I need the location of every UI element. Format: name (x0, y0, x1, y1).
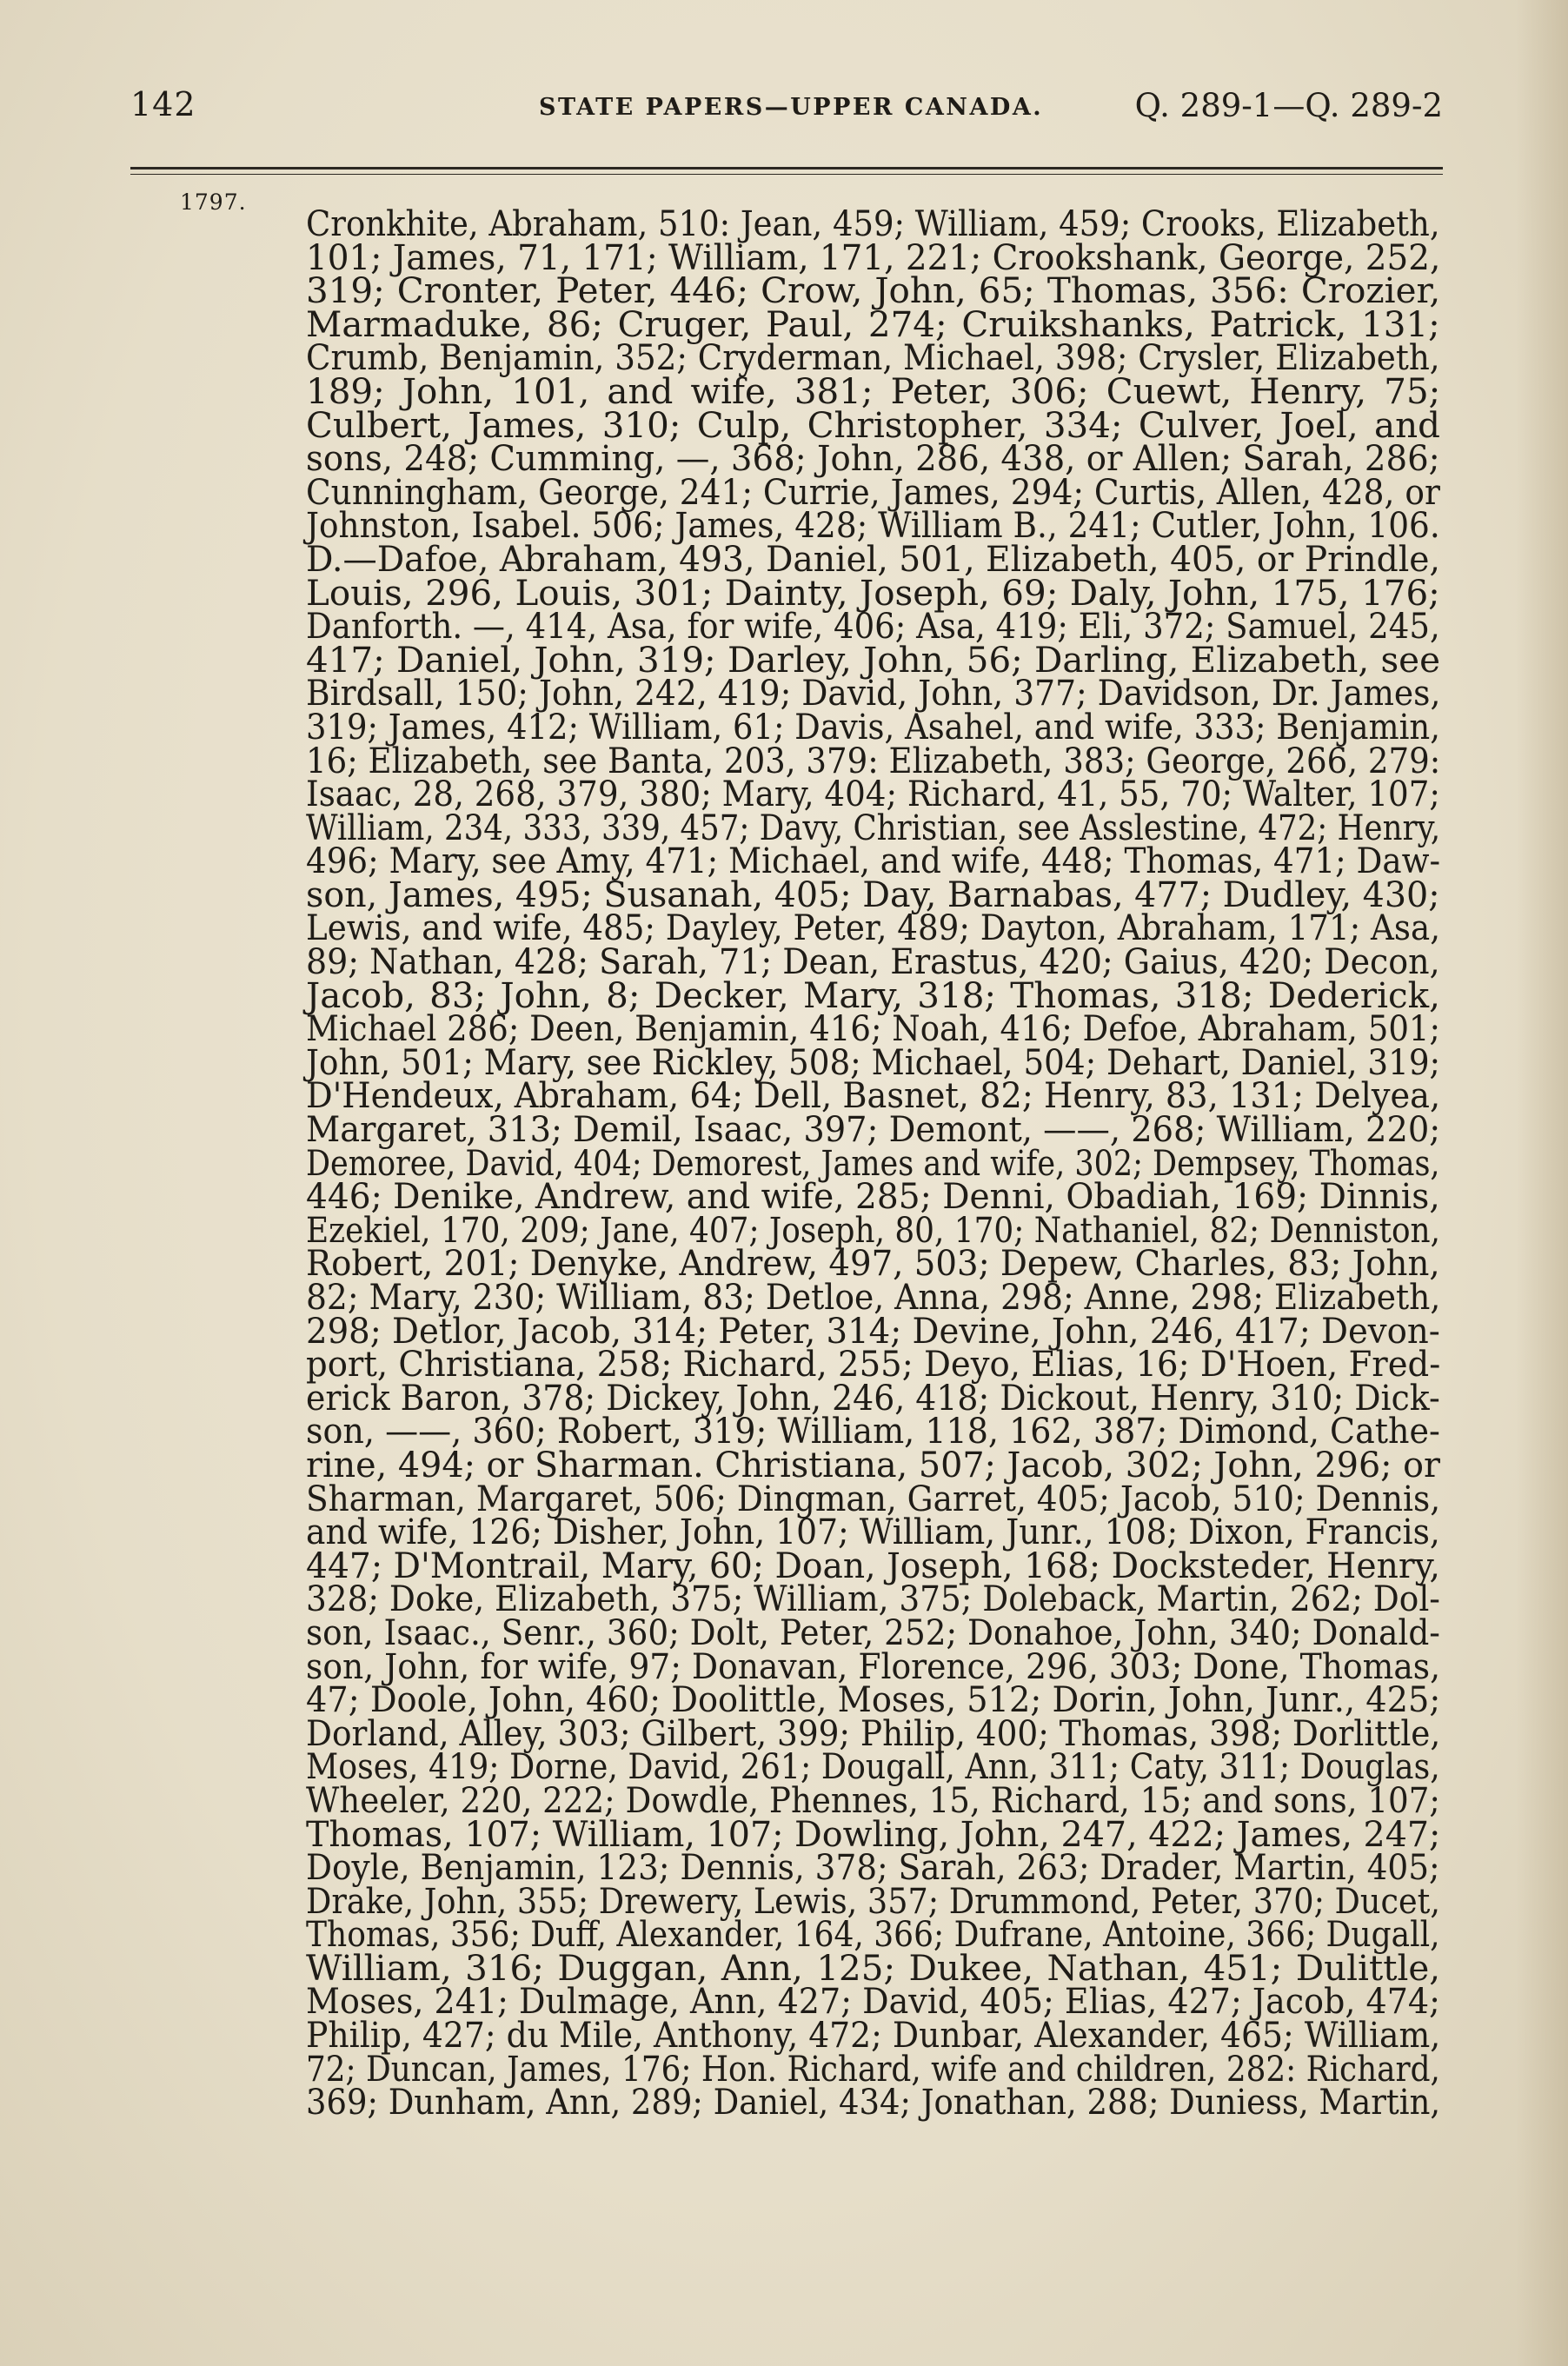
index-line: Cronkhite, Abraham, 510: Jean, 459; William, 459; Crooks, Elizabeth, (306, 203, 1440, 244)
index-line: 101; James, 71, 171; William, 171, 221; Crookshank, George, 252, (306, 236, 1441, 278)
page-edge-shadow (1516, 0, 1568, 2366)
index-line: Lewis, and wife, 485; Dayley, Peter, 489; Dayton, Abraham, 171; Asa, (306, 907, 1441, 949)
index-line: Moses, 419; Dorne, David, 261; Dougall, Ann, 311; Caty, 311; Douglas, (306, 1745, 1440, 1788)
index-line: Margaret, 313; Demil, Isaac, 397; Demont, ——, 268; William, 220; (306, 1108, 1441, 1151)
index-line: Marmaduke, 86; Cruger, Paul, 274; Cruikshanks, Patrick, 131; (306, 302, 1440, 345)
index-line: son, James, 495; Susanah, 405; Day, Barnabas, 477; Dudley, 430; (306, 873, 1440, 915)
index-line: son, Isaac., Senr., 360; Dolt, Peter, 252; Donahoe, John, 340; Donald- (306, 1611, 1440, 1653)
index-line: 16; Elizabeth, see Banta, 203, 379: Elizabeth, 383; George, 266, 279: (306, 739, 1441, 781)
index-line: Louis, 296, Louis, 301; Dainty, Joseph, 69; Daly, John, 175, 176; (306, 571, 1440, 614)
header-rule-thick (130, 167, 1443, 169)
index-line: port, Christiana, 258; Richard, 255; Deyo, Elias, 16; D'Hoen, Fred- (306, 1343, 1441, 1386)
index-line: 72; Duncan, James, 176; Hon. Richard, wife and children, 282: Richard, (306, 2047, 1440, 2090)
index-line: Cunningham, George, 241; Currie, James, 294; Curtis, Allen, 428, or (306, 470, 1440, 513)
index-line: Demoree, David, 404; Demorest, James and wife, 302; Dempsey, Thomas, (306, 1141, 1440, 1184)
index-line: 328; Doke, Elizabeth, 375; William, 375; Doleback, Martin, 262; Dol- (306, 1578, 1440, 1620)
index-line: son, John, for wife, 97; Donavan, Florence, 296, 303; Done, Thomas, (306, 1645, 1441, 1687)
index-line: John, 501; Mary, see Rickley, 508; Michael, 504; Dehart, Daniel, 319; (306, 1040, 1441, 1083)
index-line: 319; Cronter, Peter, 446; Crow, John, 65; Thomas, 356: Crozier, (306, 269, 1441, 312)
index-line: 417; Daniel, John, 319; Darley, John, 56; Darling, Elizabeth, see (306, 638, 1440, 681)
index-line: Doyle, Benjamin, 123; Dennis, 378; Sarah, 263; Drader, Martin, 405; (306, 1846, 1440, 1889)
index-line: Isaac, 28, 268, 379, 380; Mary, 404; Richard, 41, 55, 70; Walter, 107; (306, 773, 1440, 815)
page-header (130, 85, 1443, 137)
index-line: Thomas, 356; Duff, Alexander, 164, 366; Dufrane, Antoine, 366; Dugall, (306, 1913, 1440, 1956)
index-line: 369; Dunham, Ann, 289; Daniel, 434; Jonathan, 288; Duniess, Martin, (306, 2081, 1441, 2123)
index-line: rine, 494; or Sharman. Christiana, 507; Jacob, 302; John, 296; or (306, 1443, 1440, 1485)
reference-range: Q. 289-1—Q. 289-2 (1134, 87, 1443, 124)
index-line: 82; Mary, 230; William, 83; Detloe, Anna, 298; Anne, 298; Elizabeth, (306, 1276, 1441, 1318)
index-body (306, 203, 1441, 2123)
index-line: Danforth. —, 414, Asa, for wife, 406; Asa, 419; Eli, 372; Samuel, 245, (306, 605, 1440, 648)
index-line: 47; Doole, John, 460; Doolittle, Moses, 512; Dorin, John, Junr., 425; (306, 1678, 1441, 1721)
index-line: William, 316; Duggan, Ann, 125; Dukee, Nathan, 451; Dulittle, (306, 1946, 1441, 1989)
index-line: Ezekiel, 170, 209; Jane, 407; Joseph, 80, 170; Nathaniel, 82; Denniston, (306, 1208, 1441, 1251)
index-line: Dorland, Alley, 303; Gilbert, 399; Philip, 400; Thomas, 398; Dorlittle, (306, 1711, 1441, 1754)
index-line: Jacob, 83; John, 8; Decker, Mary, 318; Thomas, 318; Dederick, (306, 974, 1440, 1016)
index-line: 446; Denike, Andrew, and wife, 285; Denni, Obadiah, 169; Dinnis, (306, 1175, 1440, 1218)
index-line: son, ——, 360; Robert, 319; William, 118, 162, 387; Dimond, Cathe- (306, 1410, 1440, 1452)
running-title: STATE PAPERS—UPPER CANADA. (539, 94, 1044, 121)
index-line: Crumb, Benjamin, 352; Cryderman, Michael, 398; Crysler, Elizabeth, (306, 336, 1440, 379)
index-line: erick Baron, 378; Dickey, John, 246, 418; Dickout, Henry, 310; Dick- (306, 1376, 1440, 1419)
index-line: Michael 286; Deen, Benjamin, 416; Noah, 416; Defoe, Abraham, 501; (306, 1007, 1440, 1050)
index-line: Philip, 427; du Mile, Anthony, 472; Dunbar, Alexander, 465; William, (306, 2014, 1441, 2057)
index-line: 447; D'Montrail, Mary, 60; Doan, Joseph, 168; Docksteder, Henry, (306, 1544, 1441, 1586)
index-line: Culbert, James, 310; Culp, Christopher, 334; Culver, Joel, and (306, 403, 1440, 446)
index-line: 319; James, 412; William, 61; Davis, Asahel, and wife, 333; Benjamin, (306, 705, 1440, 748)
index-line: Birdsall, 150; John, 242, 419; David, John, 377; Davidson, Dr. James, (306, 672, 1441, 714)
index-line: Robert, 201; Denyke, Andrew, 497, 503; Depew, Charles, 83; John, (306, 1242, 1440, 1285)
index-line: 89; Nathan, 428; Sarah, 71; Dean, Erastus, 420; Gaius, 420; Decon, (306, 940, 1440, 983)
index-line: 298; Detlor, Jacob, 314; Peter, 314; Devine, John, 246, 417; Devon- (306, 1309, 1440, 1352)
margin-year: 1797. (180, 189, 247, 215)
index-line: Moses, 241; Dulmage, Ann, 427; David, 405; Elias, 427; Jacob, 474; (306, 1980, 1440, 2023)
index-line: Johnston, Isabel. 506; James, 428; William B., 241; Cutler, John, 106. (306, 504, 1440, 547)
index-line: 496; Mary, see Amy, 471; Michael, and wife, 448; Thomas, 471; Daw- (306, 840, 1441, 882)
index-line: Wheeler, 220, 222; Dowdle, Phennes, 15, Richard, 15; and sons, 107; (306, 1778, 1440, 1821)
index-line: Thomas, 107; William, 107; Dowling, John, 247, 422; James, 247; (306, 1812, 1441, 1855)
page-number: 142 (130, 85, 196, 123)
index-line: sons, 248; Cumming, —, 368; John, 286, 438, or Allen; Sarah, 286; (306, 437, 1440, 480)
index-line: and wife, 126; Disher, John, 107; William, Junr., 108; Dixon, Francis, (306, 1511, 1440, 1553)
index-line: Sharman, Margaret, 506; Dingman, Garret, 405; Jacob, 510; Dennis, (306, 1477, 1441, 1519)
index-line: William, 234, 333, 339, 457; Davy, Christian, see Asslestine, 472; Henry, (306, 806, 1441, 848)
index-line: D.—Dafoe, Abraham, 493, Daniel, 501, Elizabeth, 405, or Prindle, (306, 537, 1440, 580)
index-line: D'Hendeux, Abraham, 64; Dell, Basnet, 82; Henry, 83, 131; Delyea, (306, 1074, 1441, 1117)
header-rule-thin (130, 174, 1443, 175)
index-line: 189; John, 101, and wife, 381; Peter, 306; Cuewt, Henry, 75; (306, 369, 1441, 412)
index-line: Drake, John, 355; Drewery, Lewis, 357; Drummond, Peter, 370; Ducet, (306, 1879, 1440, 1922)
